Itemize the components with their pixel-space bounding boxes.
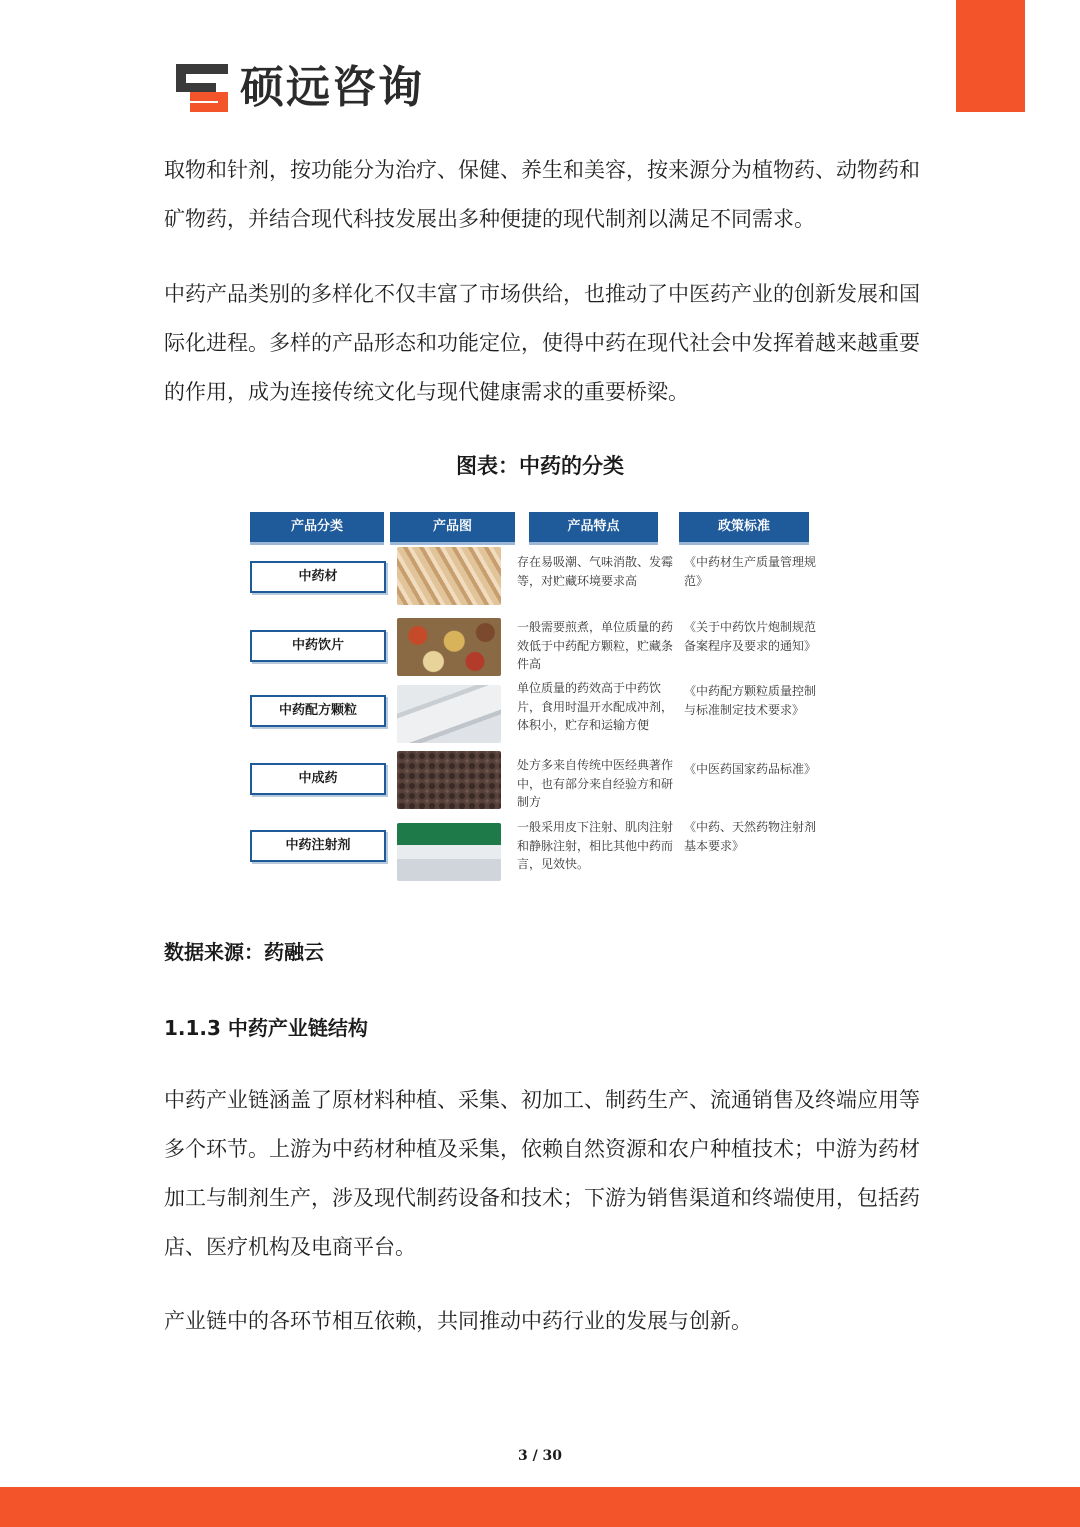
paragraph-intro-continued: 取物和针剂，按功能分为治疗、保健、养生和美容，按来源分为植物药、动物药和矿物药，并结合现代科技发展出多种便捷的现代制剂以满足不同需求。 [164,158,920,231]
brand-name: 硕远咨询 [240,62,424,113]
header-policy: 政策标准 [679,512,809,545]
paragraph-chain-summary: 产业链中的各环节相互依赖，共同推动中药行业的发展与创新。 [164,1309,752,1333]
injection-ampoules-image [397,823,501,881]
granule-sachets-image [397,685,501,743]
category-decoction-pieces: 中药饮片 [250,630,386,662]
herbal-pills-image [397,751,501,809]
category-patent-medicine: 中成药 [250,763,386,795]
category-formula-granules: 中药配方颗粒 [250,695,386,727]
header-image: 产品图 [390,512,515,545]
data-source-label: 数据来源：药融云 [164,940,324,964]
feature-herbal-material: 存在易吸潮、气味消散、发霉等，对贮藏环境要求高 [517,555,674,588]
policy-decoction-pieces: 《关于中药饮片炮制规范备案程序及要求的通知》 [684,620,817,653]
feature-injection: 一般采用皮下注射、肌肉注射和静脉注射，相比其他中药而言，见效快。 [517,820,674,871]
feature-decoction-pieces: 一般需要煎煮，单位质量的药效低于中药配方颗粒，贮藏条件高 [517,620,674,671]
brand-logo [176,60,424,116]
policy-formula-granules: 《中药配方颗粒质量控制与标准制定技术要求》 [684,684,817,717]
corner-accent-bar [956,0,1025,112]
feature-patent-medicine: 处方多来自传统中医经典著作中，也有部分来自经验方和研制方 [517,758,674,809]
header-feature: 产品特点 [529,512,658,545]
section-heading: 1.1.3 中药产业链结构 [164,1016,368,1040]
figure-title: 图表：中药的分类 [456,454,624,478]
herbal-root-slices-image [397,547,501,605]
header-category: 产品分类 [250,512,384,545]
policy-herbal-material: 《中药材生产质量管理规范》 [684,555,817,588]
decoction-pieces-image [397,618,501,676]
feature-formula-granules: 单位质量的药效高于中药饮片，食用时温开水配成冲剂，体积小，贮存和运输方便 [517,681,674,732]
logo-mark-icon [176,64,228,112]
category-injection: 中药注射剂 [250,830,386,862]
classification-figure [250,512,820,897]
page-number: 3 / 30 [517,1448,563,1464]
category-herbal-material: 中药材 [250,561,386,593]
paragraph-product-diversity: 中药产品类别的多样化不仅丰富了市场供给，也推动了中医药产业的创新发展和国际化进程。多样的产品形态和功能定位，使得中药在现代社会中发挥着越来越重要的作用，成为连接传统文化与现代健康需求的重要桥梁。 [164,282,920,404]
policy-injection: 《中药、天然药物注射剂基本要求》 [684,820,817,853]
paragraph-industry-chain: 中药产业链涵盖了原材料种植、采集、初加工、制药生产、流通销售及终端应用等多个环节。上游为中药材种植及采集，依赖自然资源和农户种植技术；中游为药材加工与制剂生产，涉及现代制药设备和技术；下游为销售渠道和终端使用，包括药店、医疗机构及电商平台。 [164,1088,920,1259]
bottom-accent-bar [0,1487,1080,1527]
policy-patent-medicine: 《中医药国家药品标准》 [684,762,817,776]
